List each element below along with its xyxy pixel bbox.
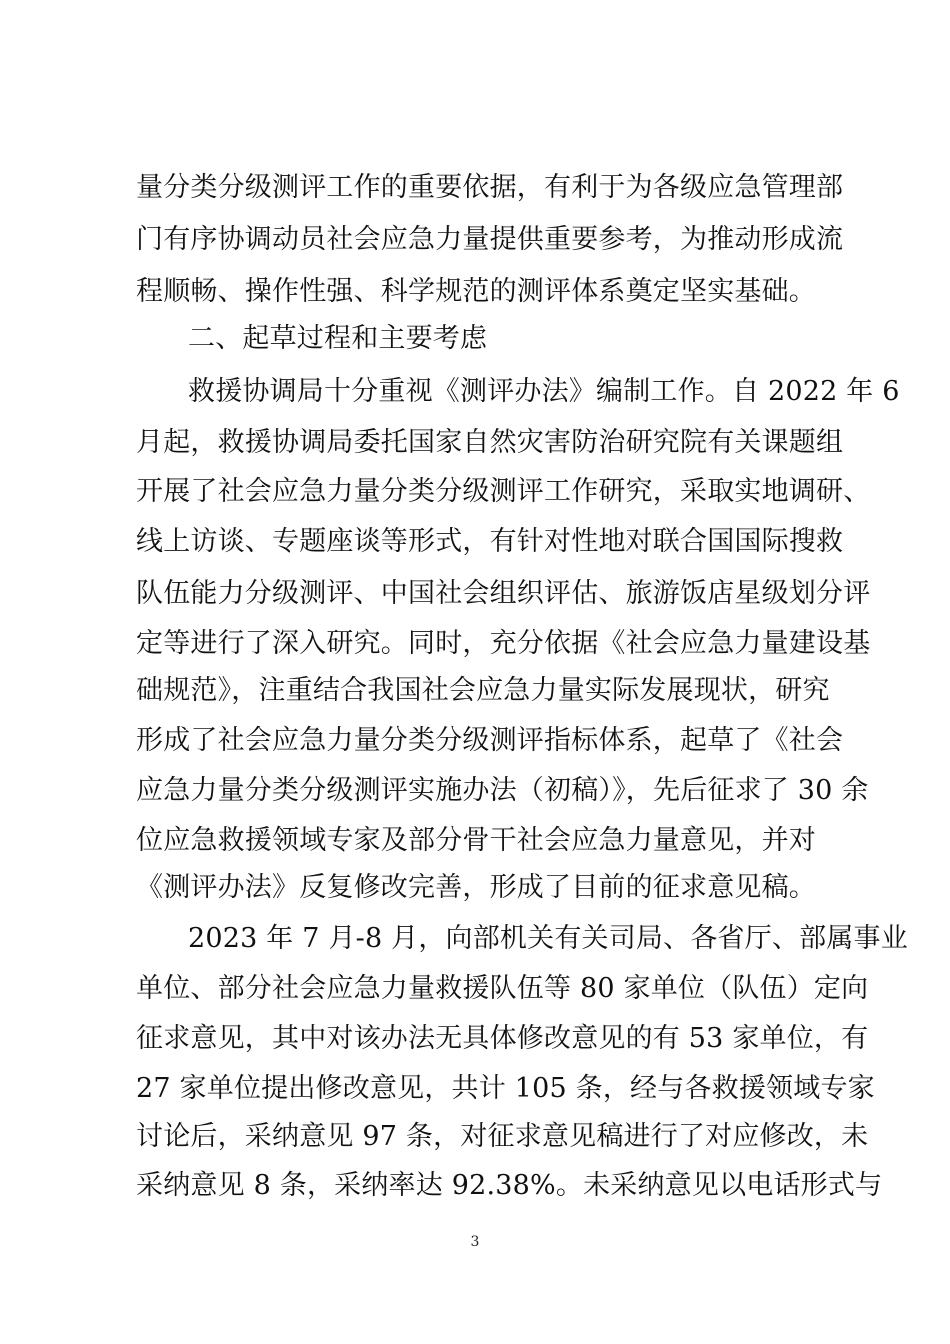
body-text-line: 27 家单位提出修改意见，共计 105 条，经与各救援领域专家	[136, 1073, 875, 1104]
body-text-line: 应急力量分类分级测评实施办法（初稿）》，先后征求了 30 余	[136, 775, 869, 806]
body-text-line: 《测评办法》反复修改完善，形成了目前的征求意见稿。	[136, 872, 816, 903]
section-heading: 二、起草过程和主要考虑	[188, 323, 488, 354]
body-text-line: 位应急救援领域专家及部分骨干社会应急力量意见，并对	[136, 825, 816, 856]
body-text-line: 讨论后，采纳意见 97 条，对征求意见稿进行了对应修改，未	[136, 1121, 869, 1152]
body-text-line: 础规范》，注重结合我国社会应急力量实际发展现状，研究	[136, 675, 830, 706]
body-text-line: 门有序协调动员社会应急力量提供重要参考，为推动形成流	[136, 224, 844, 255]
body-text-line: 量分类分级测评工作的重要依据，有利于为各级应急管理部	[136, 172, 844, 203]
page-number: 3	[470, 1234, 480, 1250]
body-text-line: 开展了社会应急力量分类分级测评工作研究，采取实地调研、	[136, 476, 871, 507]
body-text-line: 救援协调局十分重视《测评办法》编制工作。自 2022 年 6	[188, 376, 900, 407]
body-text-line: 采纳意见 8 条，采纳率达 92.38%。未采纳意见以电话形式与	[136, 1170, 883, 1201]
body-text-line: 队伍能力分级测评、中国社会组织评估、旅游饭店星级划分评	[136, 578, 871, 609]
body-text-line: 程顺畅、操作性强、科学规范的测评体系奠定坚实基础。	[136, 276, 816, 307]
body-text-line: 月起，救援协调局委托国家自然灾害防治研究院有关课题组	[136, 427, 844, 458]
body-text-line: 定等进行了深入研究。同时，充分依据《社会应急力量建设基	[136, 628, 871, 659]
body-text-line: 征求意见，其中对该办法无具体修改意见的有 53 家单位，有	[136, 1023, 869, 1054]
body-text-line: 形成了社会应急力量分类分级测评指标体系，起草了《社会	[136, 725, 844, 756]
body-text-line: 线上访谈、专题座谈等形式，有针对性地对联合国国际搜救	[136, 526, 844, 557]
body-text-line: 单位、部分社会应急力量救援队伍等 80 家单位（队伍）定向	[136, 973, 869, 1004]
body-text-line: 2023 年 7 月-8 月，向部机关有关司局、各省厅、部属事业	[188, 923, 908, 954]
